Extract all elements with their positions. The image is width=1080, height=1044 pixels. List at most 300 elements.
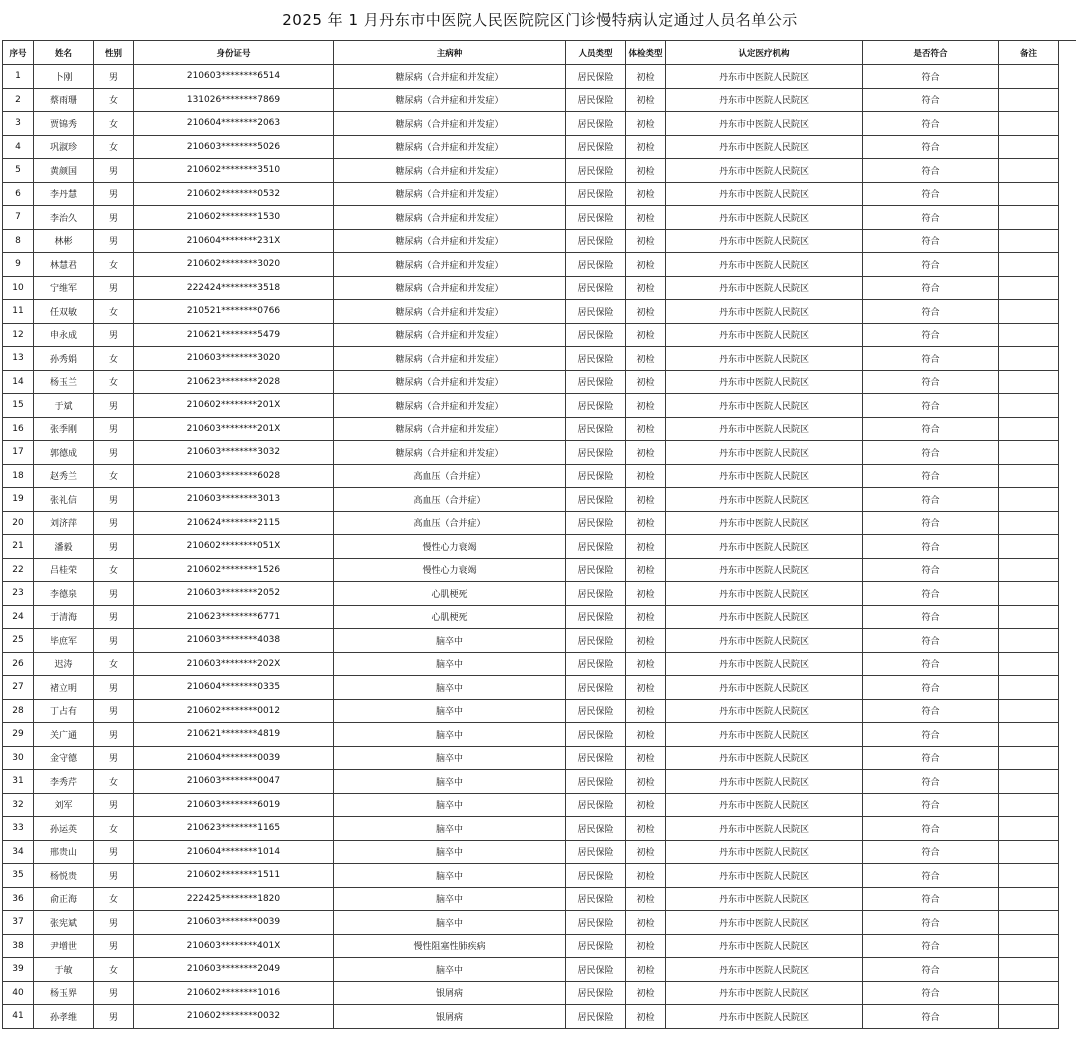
cell-institution: 丹东市中医院人民院区	[666, 723, 863, 747]
cell-name: 林慧君	[34, 253, 94, 277]
cell-gender: 男	[94, 159, 134, 183]
cell-person-type: 居民保险	[566, 934, 626, 958]
cell-remarks	[999, 276, 1059, 300]
cell-disease: 糖尿病（合并症和并发症）	[334, 65, 566, 89]
cell-name: 申永成	[34, 323, 94, 347]
cell-index: 23	[3, 582, 34, 606]
cell-remarks	[999, 347, 1059, 371]
cell-eligible: 符合	[863, 629, 999, 653]
cell-id-number: 210602********1511	[134, 864, 334, 888]
cell-id-number: 210603********0039	[134, 911, 334, 935]
cell-institution: 丹东市中医院人民院区	[666, 276, 863, 300]
cell-name: 孙孝维	[34, 1005, 94, 1029]
cell-remarks	[999, 370, 1059, 394]
cell-remarks	[999, 65, 1059, 89]
cell-gender: 男	[94, 676, 134, 700]
col-header-name: 姓名	[34, 41, 94, 65]
cell-disease: 脑卒中	[334, 770, 566, 794]
cell-institution: 丹东市中医院人民院区	[666, 864, 863, 888]
cell-institution: 丹东市中医院人民院区	[666, 770, 863, 794]
cell-id-number: 131026********7869	[134, 88, 334, 112]
cell-disease: 糖尿病（合并症和并发症）	[334, 135, 566, 159]
cell-exam-type: 初检	[626, 958, 666, 982]
cell-institution: 丹东市中医院人民院区	[666, 370, 863, 394]
cell-person-type: 居民保险	[566, 652, 626, 676]
cell-eligible: 符合	[863, 464, 999, 488]
cell-name: 卜刚	[34, 65, 94, 89]
cell-remarks	[999, 605, 1059, 629]
cell-index: 32	[3, 793, 34, 817]
table-row	[3, 934, 1059, 958]
cell-disease: 脑卒中	[334, 840, 566, 864]
table-body	[3, 65, 1059, 1029]
table-row	[3, 112, 1059, 136]
cell-exam-type: 初检	[626, 793, 666, 817]
col-header-institution: 认定医疗机构	[666, 41, 863, 65]
table-row	[3, 276, 1059, 300]
cell-name: 潘毅	[34, 535, 94, 559]
cell-name: 吕桂荣	[34, 558, 94, 582]
cell-gender: 男	[94, 323, 134, 347]
cell-disease: 高血压（合并症）	[334, 464, 566, 488]
cell-id-number: 210603********401X	[134, 934, 334, 958]
cell-name: 黄颜国	[34, 159, 94, 183]
cell-exam-type: 初检	[626, 394, 666, 418]
col-header-index: 序号	[3, 41, 34, 65]
cell-id-number: 210603********4038	[134, 629, 334, 653]
cell-eligible: 符合	[863, 605, 999, 629]
table-row	[3, 511, 1059, 535]
cell-institution: 丹东市中医院人民院区	[666, 65, 863, 89]
cell-remarks	[999, 253, 1059, 277]
cell-disease: 糖尿病（合并症和并发症）	[334, 206, 566, 230]
cell-index: 39	[3, 958, 34, 982]
cell-eligible: 符合	[863, 276, 999, 300]
cell-institution: 丹东市中医院人民院区	[666, 323, 863, 347]
cell-exam-type: 初检	[626, 159, 666, 183]
cell-id-number: 210604********2063	[134, 112, 334, 136]
cell-remarks	[999, 934, 1059, 958]
cell-remarks	[999, 206, 1059, 230]
cell-index: 24	[3, 605, 34, 629]
cell-id-number: 210604********0039	[134, 746, 334, 770]
cell-institution: 丹东市中医院人民院区	[666, 911, 863, 935]
cell-eligible: 符合	[863, 535, 999, 559]
cell-name: 孙运英	[34, 817, 94, 841]
cell-index: 6	[3, 182, 34, 206]
cell-name: 张礼信	[34, 488, 94, 512]
table-row	[3, 817, 1059, 841]
cell-person-type: 居民保险	[566, 676, 626, 700]
cell-person-type: 居民保险	[566, 629, 626, 653]
cell-exam-type: 初检	[626, 629, 666, 653]
cell-person-type: 居民保险	[566, 300, 626, 324]
cell-exam-type: 初检	[626, 699, 666, 723]
cell-id-number: 210621********5479	[134, 323, 334, 347]
table-row	[3, 253, 1059, 277]
cell-gender: 男	[94, 65, 134, 89]
cell-remarks	[999, 441, 1059, 465]
page-title: 2025 年 1 月丹东市中医院人民医院院区门诊慢特病认定通过人员名单公示	[282, 11, 798, 29]
cell-id-number: 210602********051X	[134, 535, 334, 559]
cell-id-number: 210603********2052	[134, 582, 334, 606]
cell-gender: 女	[94, 135, 134, 159]
table-row	[3, 229, 1059, 253]
cell-institution: 丹东市中医院人民院区	[666, 112, 863, 136]
cell-eligible: 符合	[863, 370, 999, 394]
cell-index: 36	[3, 887, 34, 911]
table-row	[3, 558, 1059, 582]
cell-remarks	[999, 488, 1059, 512]
cell-person-type: 居民保险	[566, 229, 626, 253]
table-row	[3, 887, 1059, 911]
cell-name: 杨玉兰	[34, 370, 94, 394]
cell-person-type: 居民保险	[566, 793, 626, 817]
table-row	[3, 582, 1059, 606]
table-row	[3, 652, 1059, 676]
cell-remarks	[999, 112, 1059, 136]
cell-eligible: 符合	[863, 65, 999, 89]
table-row	[3, 840, 1059, 864]
table-row	[3, 464, 1059, 488]
cell-id-number: 210623********2028	[134, 370, 334, 394]
cell-name: 刘济萍	[34, 511, 94, 535]
cell-remarks	[999, 582, 1059, 606]
cell-person-type: 居民保险	[566, 911, 626, 935]
cell-disease: 糖尿病（合并症和并发症）	[334, 276, 566, 300]
cell-name: 于敏	[34, 958, 94, 982]
cell-gender: 男	[94, 511, 134, 535]
cell-gender: 男	[94, 276, 134, 300]
cell-disease: 高血压（合并症）	[334, 511, 566, 535]
cell-id-number: 210521********0766	[134, 300, 334, 324]
cell-institution: 丹东市中医院人民院区	[666, 558, 863, 582]
cell-person-type: 居民保险	[566, 441, 626, 465]
cell-eligible: 符合	[863, 323, 999, 347]
cell-name: 于清海	[34, 605, 94, 629]
cell-name: 尹增世	[34, 934, 94, 958]
cell-person-type: 居民保险	[566, 535, 626, 559]
col-header-person-type: 人员类型	[566, 41, 626, 65]
cell-index: 28	[3, 699, 34, 723]
cell-name: 毕庶军	[34, 629, 94, 653]
cell-person-type: 居民保险	[566, 817, 626, 841]
table-row	[3, 605, 1059, 629]
cell-id-number: 210603********6514	[134, 65, 334, 89]
cell-exam-type: 初检	[626, 112, 666, 136]
cell-index: 14	[3, 370, 34, 394]
table-row	[3, 699, 1059, 723]
cell-institution: 丹东市中医院人民院区	[666, 347, 863, 371]
cell-exam-type: 初检	[626, 300, 666, 324]
cell-remarks	[999, 1005, 1059, 1029]
table-row	[3, 323, 1059, 347]
cell-index: 12	[3, 323, 34, 347]
table-row	[3, 441, 1059, 465]
cell-index: 9	[3, 253, 34, 277]
cell-institution: 丹东市中医院人民院区	[666, 817, 863, 841]
cell-name: 李治久	[34, 206, 94, 230]
cell-remarks	[999, 864, 1059, 888]
cell-gender: 男	[94, 934, 134, 958]
cell-exam-type: 初检	[626, 417, 666, 441]
cell-institution: 丹东市中医院人民院区	[666, 488, 863, 512]
table-row	[3, 770, 1059, 794]
cell-institution: 丹东市中医院人民院区	[666, 840, 863, 864]
cell-index: 31	[3, 770, 34, 794]
cell-exam-type: 初检	[626, 840, 666, 864]
cell-person-type: 居民保险	[566, 182, 626, 206]
cell-person-type: 居民保险	[566, 840, 626, 864]
cell-id-number: 210604********231X	[134, 229, 334, 253]
cell-person-type: 居民保险	[566, 323, 626, 347]
approved-list-table	[2, 40, 1059, 1029]
cell-person-type: 居民保险	[566, 347, 626, 371]
cell-id-number: 210602********201X	[134, 394, 334, 418]
cell-name: 金守德	[34, 746, 94, 770]
cell-remarks	[999, 417, 1059, 441]
cell-exam-type: 初检	[626, 558, 666, 582]
cell-eligible: 符合	[863, 652, 999, 676]
cell-remarks	[999, 676, 1059, 700]
cell-name: 孙秀娟	[34, 347, 94, 371]
cell-disease: 糖尿病（合并症和并发症）	[334, 300, 566, 324]
cell-eligible: 符合	[863, 958, 999, 982]
table-row	[3, 911, 1059, 935]
cell-exam-type: 初检	[626, 253, 666, 277]
cell-name: 丁占有	[34, 699, 94, 723]
cell-gender: 男	[94, 746, 134, 770]
cell-id-number: 210603********3013	[134, 488, 334, 512]
cell-id-number: 210621********4819	[134, 723, 334, 747]
cell-institution: 丹东市中医院人民院区	[666, 1005, 863, 1029]
cell-remarks	[999, 887, 1059, 911]
cell-exam-type: 初检	[626, 723, 666, 747]
cell-name: 李丹慧	[34, 182, 94, 206]
col-header-eligible: 是否符合	[863, 41, 999, 65]
cell-disease: 高血压（合并症）	[334, 488, 566, 512]
cell-eligible: 符合	[863, 840, 999, 864]
cell-disease: 脑卒中	[334, 817, 566, 841]
table-row	[3, 793, 1059, 817]
cell-eligible: 符合	[863, 746, 999, 770]
cell-institution: 丹东市中医院人民院区	[666, 182, 863, 206]
cell-disease: 脑卒中	[334, 746, 566, 770]
cell-person-type: 居民保险	[566, 511, 626, 535]
cell-disease: 脑卒中	[334, 723, 566, 747]
cell-remarks	[999, 770, 1059, 794]
cell-eligible: 符合	[863, 347, 999, 371]
cell-index: 17	[3, 441, 34, 465]
cell-disease: 糖尿病（合并症和并发症）	[334, 441, 566, 465]
cell-eligible: 符合	[863, 417, 999, 441]
cell-disease: 糖尿病（合并症和并发症）	[334, 159, 566, 183]
cell-gender: 女	[94, 88, 134, 112]
cell-gender: 男	[94, 605, 134, 629]
cell-eligible: 符合	[863, 582, 999, 606]
cell-disease: 脑卒中	[334, 676, 566, 700]
cell-index: 25	[3, 629, 34, 653]
cell-institution: 丹东市中医院人民院区	[666, 535, 863, 559]
cell-exam-type: 初检	[626, 88, 666, 112]
cell-id-number: 210603********6019	[134, 793, 334, 817]
cell-institution: 丹东市中医院人民院区	[666, 300, 863, 324]
cell-institution: 丹东市中医院人民院区	[666, 135, 863, 159]
cell-person-type: 居民保险	[566, 958, 626, 982]
cell-eligible: 符合	[863, 182, 999, 206]
cell-eligible: 符合	[863, 229, 999, 253]
cell-eligible: 符合	[863, 934, 999, 958]
cell-remarks	[999, 840, 1059, 864]
cell-index: 8	[3, 229, 34, 253]
table-row	[3, 417, 1059, 441]
cell-id-number: 210603********2049	[134, 958, 334, 982]
cell-person-type: 居民保险	[566, 159, 626, 183]
cell-gender: 女	[94, 770, 134, 794]
cell-institution: 丹东市中医院人民院区	[666, 699, 863, 723]
cell-gender: 女	[94, 558, 134, 582]
cell-remarks	[999, 464, 1059, 488]
cell-institution: 丹东市中医院人民院区	[666, 229, 863, 253]
cell-person-type: 居民保险	[566, 417, 626, 441]
cell-name: 任双敏	[34, 300, 94, 324]
cell-gender: 男	[94, 417, 134, 441]
cell-id-number: 210602********3020	[134, 253, 334, 277]
cell-exam-type: 初检	[626, 135, 666, 159]
col-header-exam-type: 体检类型	[626, 41, 666, 65]
table-row	[3, 206, 1059, 230]
cell-exam-type: 初检	[626, 511, 666, 535]
cell-gender: 女	[94, 652, 134, 676]
cell-eligible: 符合	[863, 817, 999, 841]
cell-exam-type: 初检	[626, 441, 666, 465]
cell-gender: 女	[94, 370, 134, 394]
cell-person-type: 居民保险	[566, 112, 626, 136]
cell-index: 33	[3, 817, 34, 841]
cell-gender: 女	[94, 958, 134, 982]
cell-gender: 女	[94, 464, 134, 488]
cell-eligible: 符合	[863, 676, 999, 700]
table-row	[3, 958, 1059, 982]
cell-index: 2	[3, 88, 34, 112]
table-row	[3, 981, 1059, 1005]
table-row	[3, 88, 1059, 112]
cell-index: 40	[3, 981, 34, 1005]
cell-remarks	[999, 558, 1059, 582]
cell-index: 34	[3, 840, 34, 864]
cell-index: 35	[3, 864, 34, 888]
cell-name: 杨玉界	[34, 981, 94, 1005]
cell-gender: 男	[94, 182, 134, 206]
cell-id-number: 210602********1016	[134, 981, 334, 1005]
cell-id-number: 210602********0012	[134, 699, 334, 723]
table-row	[3, 65, 1059, 89]
cell-disease: 糖尿病（合并症和并发症）	[334, 323, 566, 347]
cell-exam-type: 初检	[626, 746, 666, 770]
cell-person-type: 居民保险	[566, 276, 626, 300]
cell-remarks	[999, 911, 1059, 935]
cell-gender: 男	[94, 793, 134, 817]
cell-exam-type: 初检	[626, 676, 666, 700]
cell-id-number: 210603********6028	[134, 464, 334, 488]
cell-disease: 糖尿病（合并症和并发症）	[334, 229, 566, 253]
cell-index: 27	[3, 676, 34, 700]
col-header-id-number: 身份证号	[134, 41, 334, 65]
cell-disease: 慢性阻塞性肺疾病	[334, 934, 566, 958]
cell-institution: 丹东市中医院人民院区	[666, 605, 863, 629]
cell-disease: 慢性心力衰竭	[334, 558, 566, 582]
cell-gender: 男	[94, 981, 134, 1005]
cell-institution: 丹东市中医院人民院区	[666, 417, 863, 441]
cell-remarks	[999, 699, 1059, 723]
cell-name: 李德泉	[34, 582, 94, 606]
cell-person-type: 居民保险	[566, 253, 626, 277]
cell-exam-type: 初检	[626, 323, 666, 347]
cell-gender: 女	[94, 112, 134, 136]
cell-gender: 男	[94, 864, 134, 888]
cell-person-type: 居民保险	[566, 746, 626, 770]
cell-institution: 丹东市中医院人民院区	[666, 464, 863, 488]
cell-eligible: 符合	[863, 723, 999, 747]
cell-index: 16	[3, 417, 34, 441]
cell-disease: 糖尿病（合并症和并发症）	[334, 370, 566, 394]
table-row	[3, 1005, 1059, 1029]
cell-exam-type: 初检	[626, 887, 666, 911]
cell-gender: 男	[94, 840, 134, 864]
cell-eligible: 符合	[863, 88, 999, 112]
cell-institution: 丹东市中医院人民院区	[666, 511, 863, 535]
cell-person-type: 居民保险	[566, 770, 626, 794]
cell-remarks	[999, 159, 1059, 183]
cell-index: 15	[3, 394, 34, 418]
cell-exam-type: 初检	[626, 817, 666, 841]
cell-disease: 慢性心力衰竭	[334, 535, 566, 559]
cell-id-number: 210624********2115	[134, 511, 334, 535]
cell-gender: 男	[94, 488, 134, 512]
cell-index: 38	[3, 934, 34, 958]
cell-remarks	[999, 535, 1059, 559]
cell-eligible: 符合	[863, 394, 999, 418]
cell-person-type: 居民保险	[566, 370, 626, 394]
cell-institution: 丹东市中医院人民院区	[666, 159, 863, 183]
table-row	[3, 347, 1059, 371]
cell-remarks	[999, 182, 1059, 206]
cell-eligible: 符合	[863, 511, 999, 535]
cell-index: 41	[3, 1005, 34, 1029]
cell-person-type: 居民保险	[566, 88, 626, 112]
cell-gender: 男	[94, 629, 134, 653]
cell-exam-type: 初检	[626, 347, 666, 371]
cell-id-number: 210603********5026	[134, 135, 334, 159]
cell-exam-type: 初检	[626, 911, 666, 935]
cell-disease: 脑卒中	[334, 652, 566, 676]
cell-disease: 脑卒中	[334, 958, 566, 982]
cell-person-type: 居民保险	[566, 65, 626, 89]
cell-eligible: 符合	[863, 441, 999, 465]
cell-name: 郭德成	[34, 441, 94, 465]
cell-disease: 糖尿病（合并症和并发症）	[334, 88, 566, 112]
cell-disease: 脑卒中	[334, 911, 566, 935]
cell-name: 刘军	[34, 793, 94, 817]
cell-gender: 女	[94, 347, 134, 371]
cell-id-number: 210602********1530	[134, 206, 334, 230]
cell-exam-type: 初检	[626, 65, 666, 89]
cell-eligible: 符合	[863, 1005, 999, 1029]
cell-eligible: 符合	[863, 699, 999, 723]
cell-exam-type: 初检	[626, 488, 666, 512]
cell-id-number: 222424********3518	[134, 276, 334, 300]
cell-name: 李秀芹	[34, 770, 94, 794]
